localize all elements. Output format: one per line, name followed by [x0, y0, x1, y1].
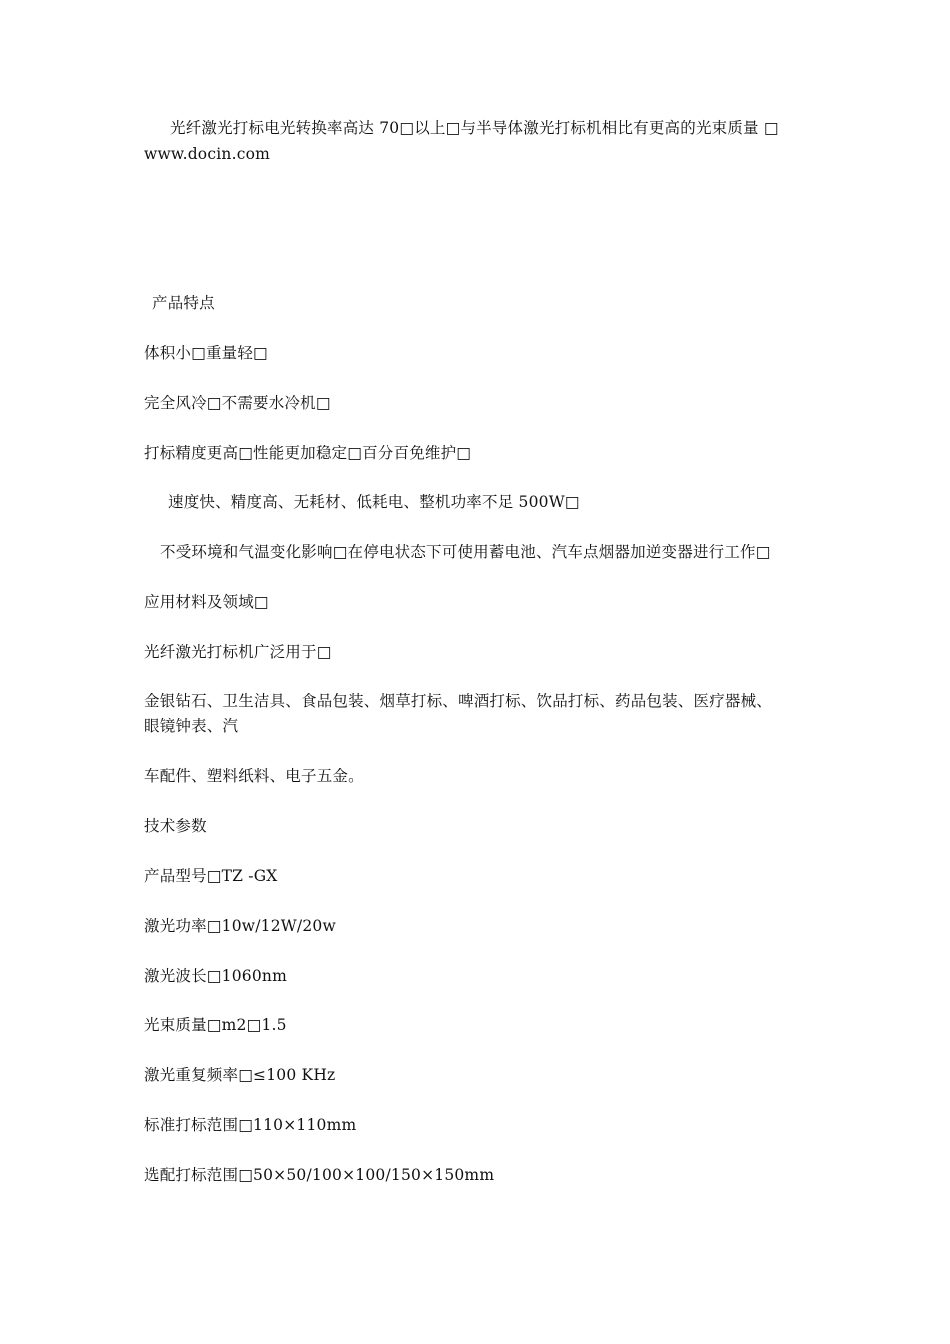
feature-item: 体积小□重量轻□	[144, 344, 268, 362]
feature-item: 不受环境和气温变化影响□在停电状态下可使用蓄电池、汽车点烟器加逆变器进行工作□	[160, 543, 771, 561]
spec-item: 激光功率□10w/12W/20w	[144, 917, 336, 935]
features-heading: 产品特点	[152, 294, 215, 312]
applications-heading: 应用材料及领域□	[144, 593, 269, 611]
applications-body-line: 金银钻石、卫生洁具、食品包装、烟草打标、啤酒打标、饮品打标、药品包装、医疗器械、	[144, 692, 773, 710]
applications-lead: 光纤激光打标机广泛用于□	[144, 643, 332, 661]
feature-item: 完全风冷□不需要水冷机□	[144, 394, 331, 412]
applications-body-line: 眼镜钟表、汽	[144, 717, 239, 735]
specs-heading: 技术参数	[144, 817, 207, 835]
spec-item: 标准打标范围□110×110mm	[144, 1116, 357, 1134]
spec-item: 激光重复频率□≤100 KHz	[144, 1066, 336, 1084]
intro-url-line: www.docin.com	[144, 145, 271, 163]
feature-item: 速度快、精度高、无耗材、低耗电、整机功率不足 500W□	[168, 493, 580, 511]
intro-line: 光纤激光打标电光转换率高达 70□以上□与半导体激光打标机相比有更高的光束质量 □	[170, 119, 779, 137]
spec-item: 激光波长□1060nm	[144, 967, 287, 985]
spec-item: 产品型号□TZ -GX	[144, 867, 278, 885]
spec-item: 光束质量□m2□1.5	[144, 1016, 287, 1034]
spec-item: 选配打标范围□50×50/100×100/150×150mm	[144, 1166, 495, 1184]
feature-item: 打标精度更高□性能更加稳定□百分百免维护□	[144, 444, 472, 462]
applications-body-line: 车配件、塑料纸料、电子五金。	[144, 767, 364, 785]
